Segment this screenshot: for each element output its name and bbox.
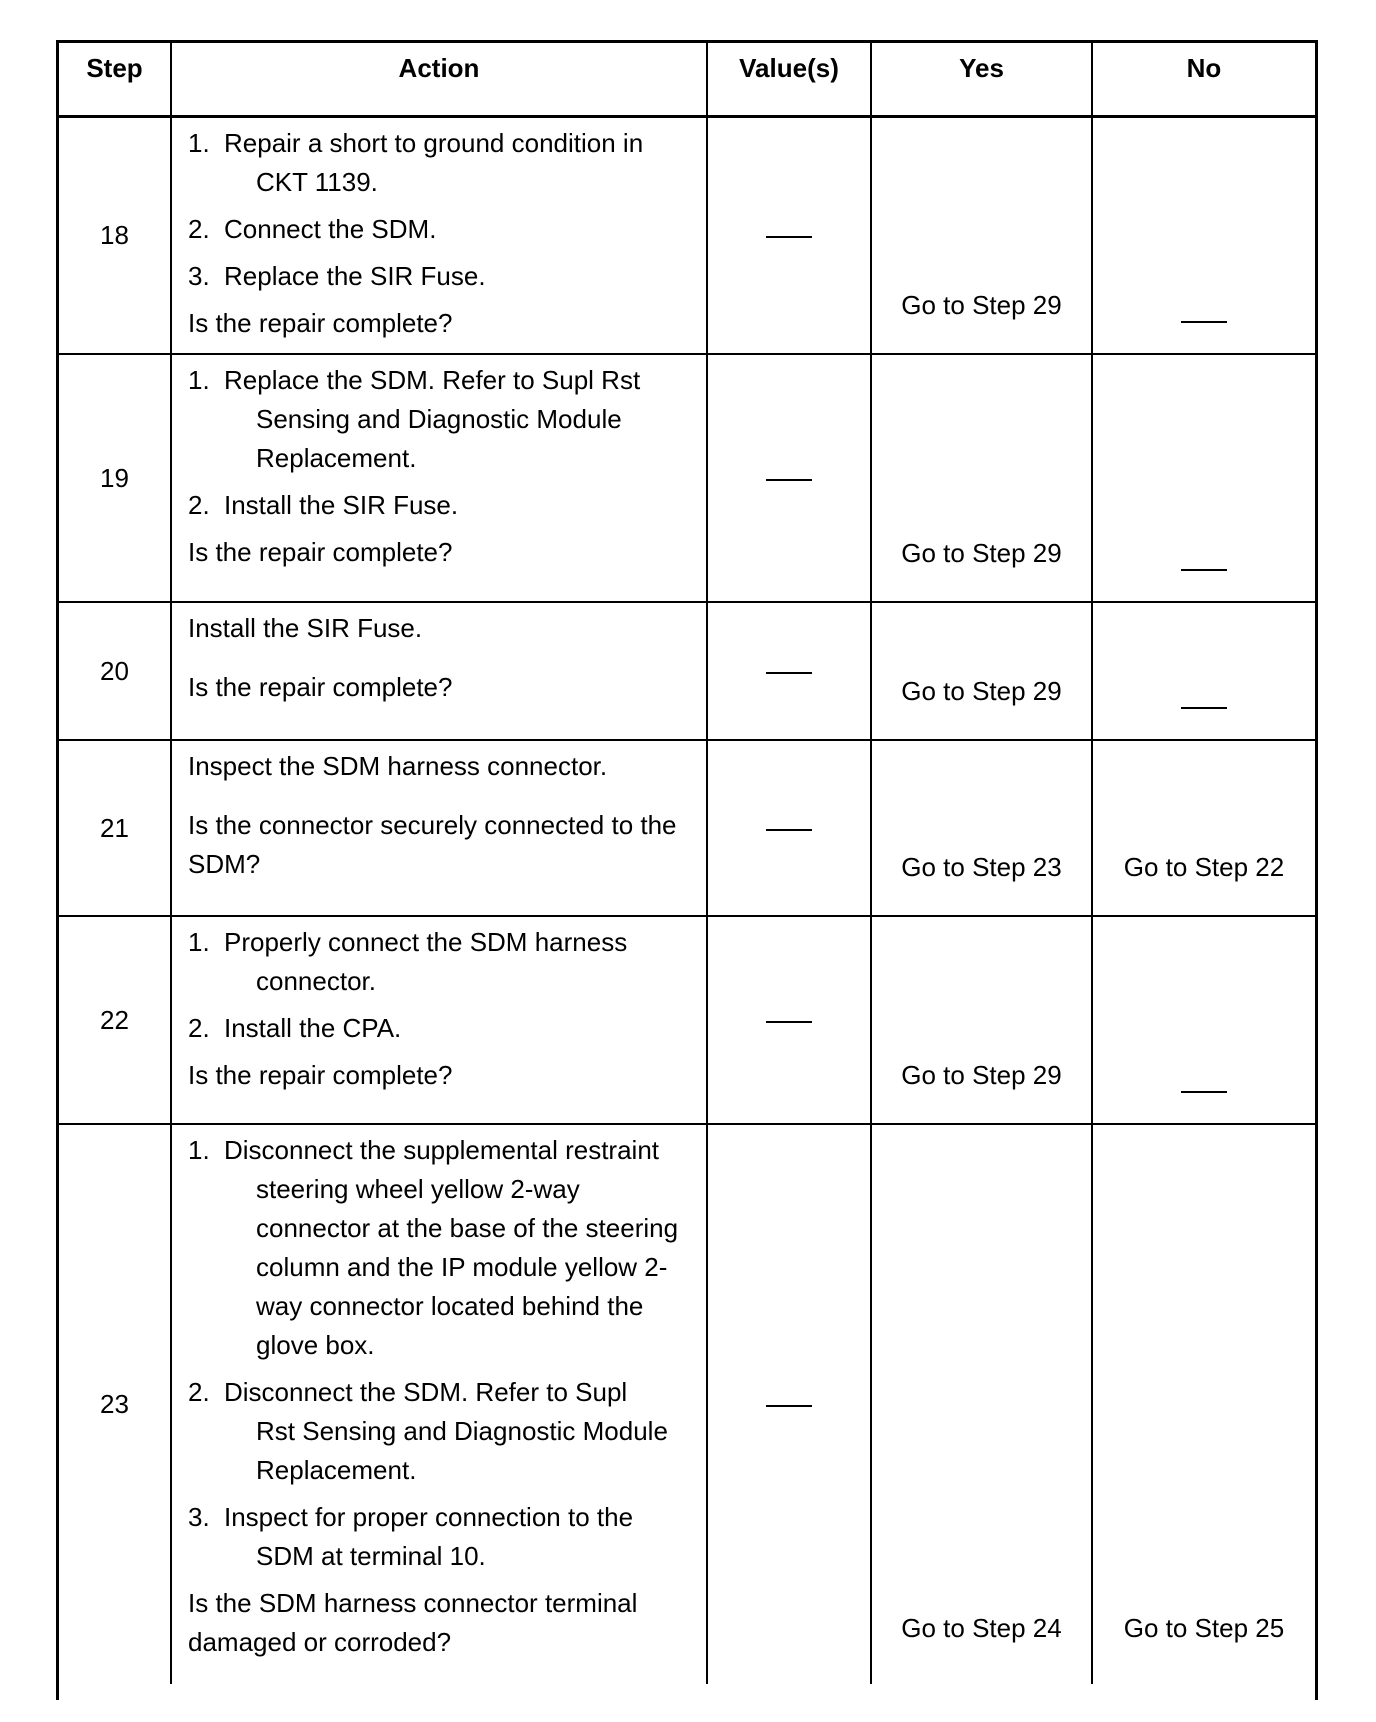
dash-mark bbox=[1181, 1091, 1227, 1093]
dash-mark bbox=[1181, 569, 1227, 571]
item-text: Replace the SDM. Refer to Supl Rst bbox=[224, 365, 641, 395]
value-cell bbox=[707, 354, 871, 602]
item-text: Install the SIR Fuse. bbox=[224, 490, 459, 520]
item-text-continued: SDM at terminal 10. bbox=[256, 1541, 486, 1571]
dash-mark bbox=[766, 1405, 812, 1407]
step-number: 18 bbox=[59, 117, 171, 355]
item-number: 2. bbox=[188, 1377, 210, 1407]
item-number: 1. bbox=[188, 927, 210, 957]
header-values: Value(s) bbox=[707, 43, 871, 117]
diagnostic-table-page bbox=[56, 40, 1318, 1700]
item-number: 1. bbox=[188, 1135, 210, 1165]
no-cell bbox=[1092, 354, 1315, 602]
dash-mark bbox=[766, 672, 812, 674]
item-number: 3. bbox=[188, 261, 210, 291]
item-text-continued: steering wheel yellow 2-way connector at the base of the steering column and the IP module yellow 2-way connector located behind the glove box. bbox=[256, 1174, 679, 1360]
table-row bbox=[59, 117, 1315, 355]
value-cell bbox=[707, 740, 871, 916]
action-item bbox=[188, 124, 694, 202]
table-row bbox=[59, 740, 1315, 916]
value-cell bbox=[707, 916, 871, 1124]
header-action: Action bbox=[171, 43, 707, 117]
item-text: Repair a short to ground condition in bbox=[224, 128, 644, 158]
item-text: Properly connect the SDM harness bbox=[224, 927, 628, 957]
action-question: Is the repair complete? bbox=[188, 672, 453, 702]
dash-mark bbox=[1181, 321, 1227, 323]
item-number: 1. bbox=[188, 365, 210, 395]
action-item bbox=[188, 1009, 694, 1048]
action-item bbox=[188, 1498, 694, 1576]
item-number: 3. bbox=[188, 1502, 210, 1532]
table-row bbox=[59, 354, 1315, 602]
action-cell bbox=[171, 117, 707, 355]
action-item bbox=[188, 1131, 694, 1365]
header-row bbox=[59, 43, 1315, 117]
item-text: Disconnect the SDM. Refer to Supl bbox=[224, 1377, 628, 1407]
no-cell bbox=[1092, 117, 1315, 355]
action-cell bbox=[171, 740, 707, 916]
table-row bbox=[59, 1124, 1315, 1684]
action-cell bbox=[171, 916, 707, 1124]
dash-mark bbox=[766, 1021, 812, 1023]
yes-cell: Go to Step 23 bbox=[871, 740, 1092, 916]
yes-cell: Go to Step 24 bbox=[871, 1124, 1092, 1684]
dash-mark bbox=[1181, 707, 1227, 709]
action-question: Is the SDM harness connector terminal damaged or corroded? bbox=[188, 1588, 638, 1657]
item-text: Install the CPA. bbox=[224, 1013, 402, 1043]
yes-cell: Go to Step 29 bbox=[871, 916, 1092, 1124]
action-item bbox=[188, 257, 694, 296]
step-number: 21 bbox=[59, 740, 171, 916]
item-number: 2. bbox=[188, 490, 210, 520]
header-step: Step bbox=[59, 43, 171, 117]
item-text-continued: CKT 1139. bbox=[256, 167, 378, 197]
item-number: 2. bbox=[188, 214, 210, 244]
action-cell bbox=[171, 602, 707, 740]
dash-mark bbox=[766, 236, 812, 238]
action-item bbox=[188, 210, 694, 249]
action-question: Is the repair complete? bbox=[188, 308, 453, 338]
action-cell bbox=[171, 354, 707, 602]
item-text: Inspect for proper connection to the bbox=[224, 1502, 634, 1532]
dash-mark bbox=[766, 829, 812, 831]
item-text: Connect the SDM. bbox=[224, 214, 437, 244]
action-text: Install the SIR Fuse. bbox=[188, 613, 423, 643]
header-yes: Yes bbox=[871, 43, 1092, 117]
step-number: 23 bbox=[59, 1124, 171, 1684]
step-number: 20 bbox=[59, 602, 171, 740]
action-item bbox=[188, 361, 694, 478]
item-text-continued: Rst Sensing and Diagnostic Module Replacement. bbox=[256, 1416, 668, 1485]
action-item bbox=[188, 923, 694, 1001]
action-question: Is the repair complete? bbox=[188, 1060, 453, 1090]
yes-cell: Go to Step 29 bbox=[871, 117, 1092, 355]
table-row bbox=[59, 916, 1315, 1124]
action-item bbox=[188, 486, 694, 525]
no-cell: Go to Step 22 bbox=[1092, 740, 1315, 916]
value-cell bbox=[707, 117, 871, 355]
no-cell: Go to Step 25 bbox=[1092, 1124, 1315, 1684]
action-question: Is the repair complete? bbox=[188, 537, 453, 567]
action-question: Is the connector securely connected to the SDM? bbox=[188, 810, 677, 879]
action-text: Inspect the SDM harness connector. bbox=[188, 751, 608, 781]
yes-cell: Go to Step 29 bbox=[871, 602, 1092, 740]
table-row bbox=[59, 602, 1315, 740]
no-cell bbox=[1092, 916, 1315, 1124]
action-item bbox=[188, 1373, 694, 1490]
value-cell bbox=[707, 1124, 871, 1684]
no-cell bbox=[1092, 602, 1315, 740]
item-text-continued: connector. bbox=[256, 966, 376, 996]
diagnostic-table bbox=[59, 43, 1315, 1684]
item-number: 1. bbox=[188, 128, 210, 158]
dash-mark bbox=[766, 479, 812, 481]
item-number: 2. bbox=[188, 1013, 210, 1043]
action-cell bbox=[171, 1124, 707, 1684]
yes-cell: Go to Step 29 bbox=[871, 354, 1092, 602]
header-no: No bbox=[1092, 43, 1315, 117]
value-cell bbox=[707, 602, 871, 740]
item-text: Replace the SIR Fuse. bbox=[224, 261, 486, 291]
item-text: Disconnect the supplemental restraint bbox=[224, 1135, 660, 1165]
step-number: 19 bbox=[59, 354, 171, 602]
step-number: 22 bbox=[59, 916, 171, 1124]
item-text-continued: Sensing and Diagnostic Module Replacement. bbox=[256, 404, 622, 473]
